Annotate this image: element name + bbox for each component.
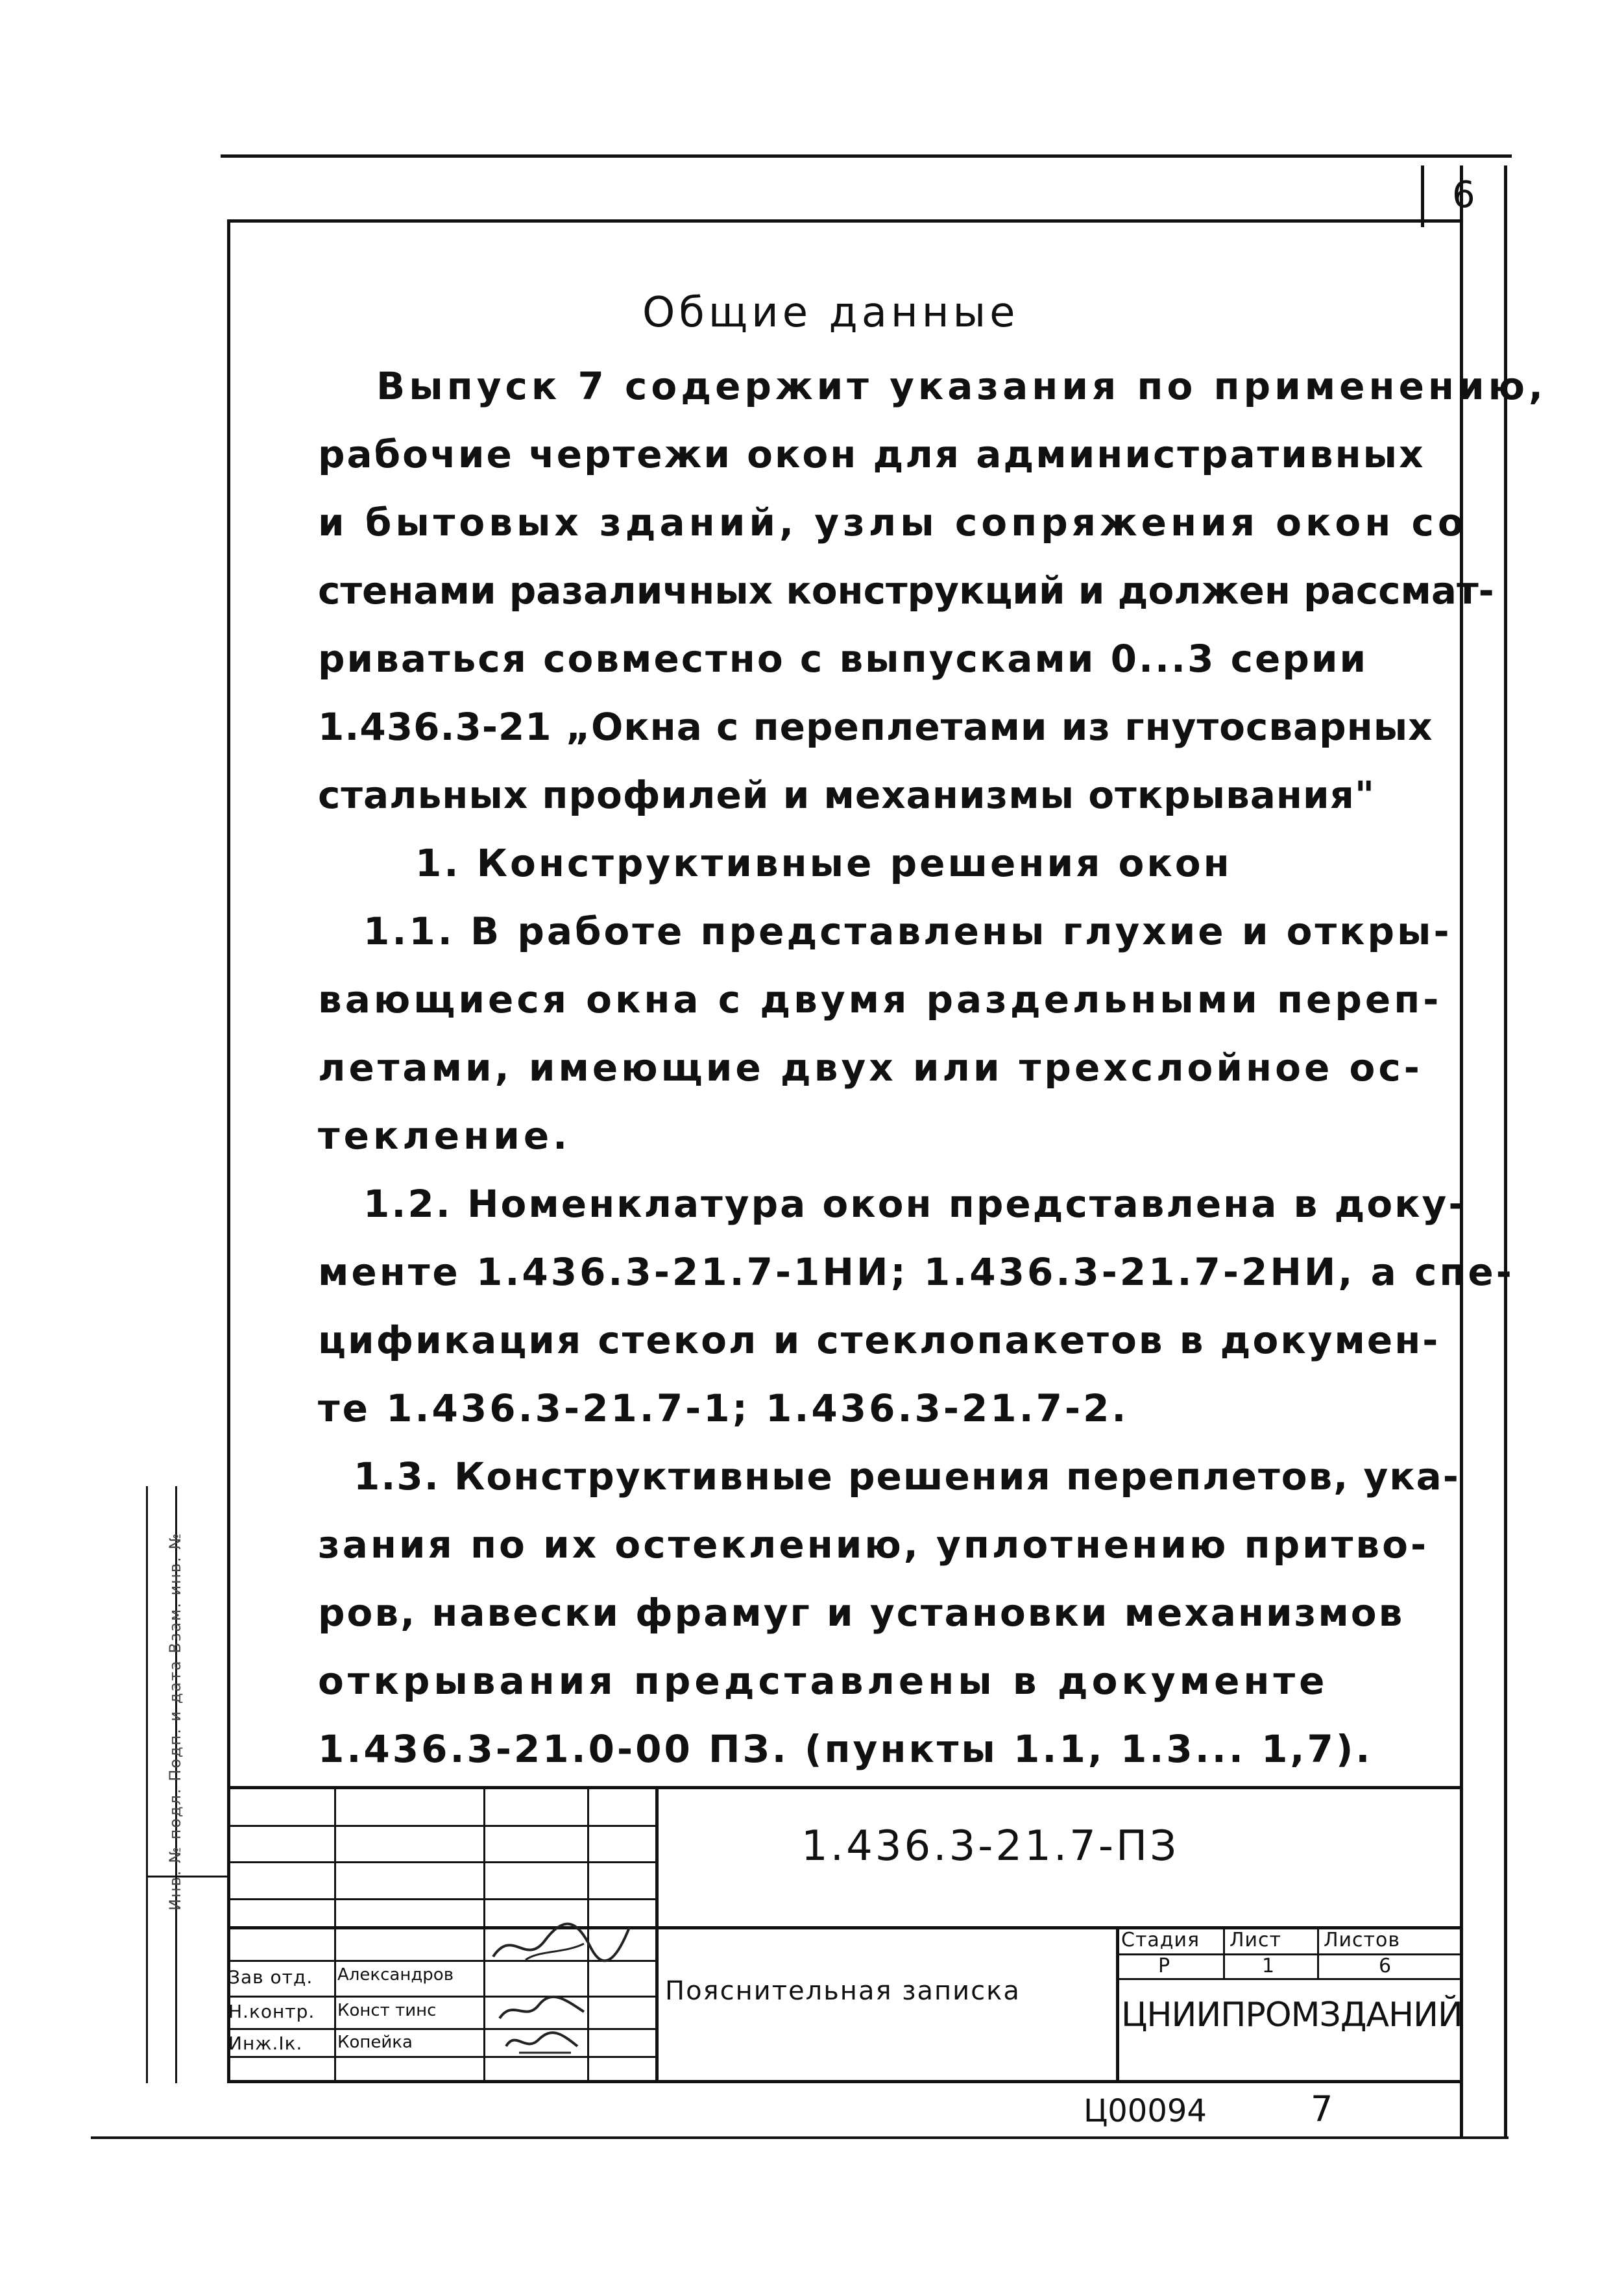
staff-role-3: Инж.Iк. xyxy=(228,2033,303,2054)
stage-col-divider-2 xyxy=(1317,1926,1319,1979)
title-block-col-4 xyxy=(655,1786,659,2081)
title-block-left-row-8 xyxy=(227,2056,655,2058)
document-code: 1.436.3-21.7-ПЗ xyxy=(801,1822,1180,1870)
stage-values-line xyxy=(1116,1978,1463,1980)
bottom-outer-line xyxy=(91,2136,1509,2139)
p1-2-line-2: менте 1.436.3-21.7-1НИ; 1.436.3-21.7-2НИ, а спе- xyxy=(318,1250,1514,1294)
frame-top-line xyxy=(227,219,1460,223)
corner-box-left xyxy=(1421,165,1424,227)
p1-3-line-2: зания по их остеклению, уплотнению притво- xyxy=(318,1523,1429,1567)
intro-line-1: Выпуск 7 содержит указания по применению, xyxy=(376,364,1547,408)
intro-line-6: 1.436.3-21 „Окна с переплетами из гнутосварных xyxy=(318,705,1433,749)
title-block-left-row-1 xyxy=(227,1825,655,1827)
p1-2-line-4: те 1.436.3-21.7-1; 1.436.3-21.7-2. xyxy=(318,1386,1129,1430)
sheet-header: Лист xyxy=(1230,1929,1282,1951)
page-title: Общие данные xyxy=(642,289,1019,337)
intro-line-4: стенами разаличных конструкций и должен рассмат- xyxy=(318,569,1494,613)
stage-col-divider-1 xyxy=(1223,1926,1225,1979)
organization-name: ЦНИИПРОМЗДАНИЙ xyxy=(1121,1996,1462,2035)
frame-bottom-line xyxy=(227,2080,1463,2083)
title-block-top-line xyxy=(227,1786,1463,1789)
side-stamp-text: Инв. № подл. Подп. и дата Взам. инв. № xyxy=(166,1532,184,1911)
title-block-col-5 xyxy=(1116,1926,1119,2082)
title-block-left-row-7 xyxy=(227,2028,655,2030)
sheets-header: Листов xyxy=(1324,1929,1401,1951)
p1-2-line-1: 1.2. Номенклатура окон представлена в доку- xyxy=(363,1182,1466,1226)
staff-name-2: Конст тинс xyxy=(337,2001,437,2020)
title-block-col-1 xyxy=(334,1786,336,2081)
document-name: Пояснительная записка xyxy=(665,1976,1021,2006)
side-stamp-divider xyxy=(146,1876,227,1877)
top-border-line xyxy=(221,154,1512,158)
stage-header: Стадия xyxy=(1121,1929,1200,1951)
p1-1-line-3: летами, имеющие двух или трехслойное ос- xyxy=(318,1046,1423,1090)
sheets-value: 6 xyxy=(1379,1955,1396,1977)
title-block-col-2 xyxy=(483,1786,485,2081)
frame-right-outer-line xyxy=(1504,165,1507,2138)
intro-line-7: стальных профилей и механизмы открывания" xyxy=(318,773,1376,817)
section-1-heading: 1. Конструктивные решения окон xyxy=(415,841,1232,885)
p1-3-line-3: ров, навески фрамуг и установки механизмов xyxy=(318,1591,1405,1635)
p1-3-line-4: открывания представлены в документе xyxy=(318,1659,1329,1703)
page-number: 7 xyxy=(1311,2088,1337,2129)
frame-right-line xyxy=(1460,165,1463,2138)
intro-line-3: и бытовых зданий, узлы сопряжения окон со xyxy=(318,500,1468,544)
p1-1-line-4: текление. xyxy=(318,1114,572,1158)
staff-name-3: Копейка xyxy=(337,2033,413,2052)
intro-line-2: рабочие чертежи окон для административных xyxy=(318,432,1425,476)
signature-2 xyxy=(493,1992,590,2028)
corner-sheet-number: 6 xyxy=(1452,174,1479,216)
title-block-left-row-6 xyxy=(227,1996,655,1998)
title-block-left-row-3 xyxy=(227,1898,655,1900)
signature-3 xyxy=(500,2024,584,2059)
p1-2-line-3: цификация стекол и стеклопакетов в докумен- xyxy=(318,1318,1440,1362)
side-stamp-line-1 xyxy=(146,1486,148,2083)
staff-name-1: Александров xyxy=(337,1965,454,1985)
p1-1-line-1: 1.1. В работе представлены глухие и откры- xyxy=(363,909,1452,953)
p1-3-line-1: 1.3. Конструктивные решения переплетов, ука- xyxy=(354,1454,1460,1498)
intro-line-5: риваться совместно с выпусками 0...3 серии xyxy=(318,637,1368,681)
title-block-left-row-2 xyxy=(227,1861,655,1863)
frame-left-line xyxy=(227,219,230,2082)
p1-3-line-5: 1.436.3-21.0-00 ПЗ. (пункты 1.1, 1.3... 1,7). xyxy=(318,1727,1373,1771)
p1-1-line-2: вающиеся окна с двумя раздельными переп- xyxy=(318,977,1442,1021)
archive-number: Ц00094 xyxy=(1084,2093,1207,2129)
signature-1 xyxy=(487,1914,636,1966)
sheet-value: 1 xyxy=(1262,1955,1279,1977)
stage-value: Р xyxy=(1158,1955,1174,1977)
staff-role-1: Зав отд. xyxy=(228,1966,313,1988)
staff-role-2: Н.контр. xyxy=(228,2001,315,2022)
